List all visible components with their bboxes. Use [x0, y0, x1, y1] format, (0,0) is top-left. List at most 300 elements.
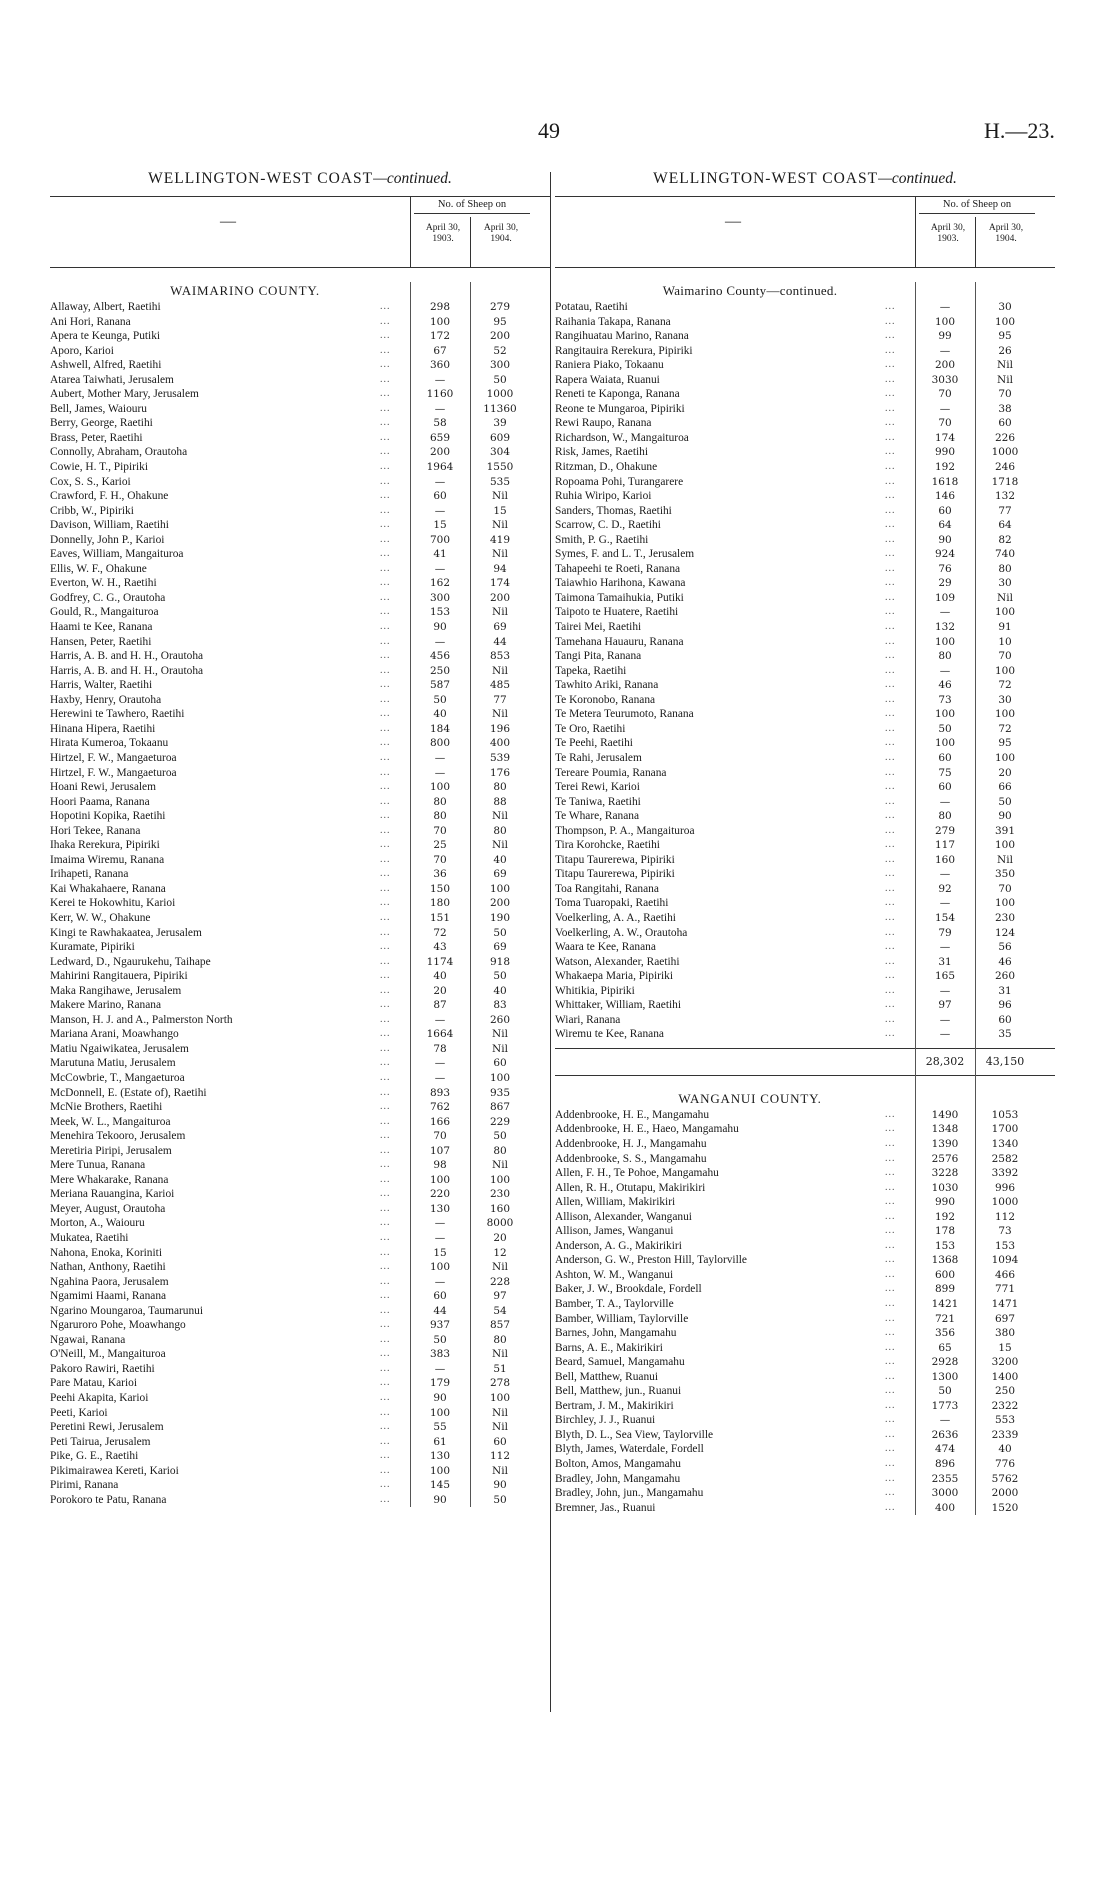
- sheep-1903: 200: [429, 446, 451, 459]
- sheep-1904: 35: [998, 1028, 1012, 1041]
- table-row: [50, 707, 550, 722]
- leader-dots: ...: [380, 1479, 391, 1491]
- sheep-1904: 70: [998, 882, 1012, 895]
- leader-dots: ...: [885, 1108, 896, 1120]
- table-row: [50, 911, 550, 926]
- sheep-1903: —: [434, 373, 446, 386]
- table-row: [555, 1027, 1055, 1042]
- sheep-1903: 70: [433, 853, 447, 866]
- left-table-body: [50, 282, 550, 1507]
- leader-dots: ...: [885, 533, 896, 545]
- leader-dots: ...: [885, 882, 896, 894]
- sheep-1903: 166: [429, 1115, 451, 1128]
- sheep-1904: Nil: [492, 1464, 508, 1477]
- leader-dots: ...: [380, 1275, 391, 1287]
- table-row: [555, 1181, 1055, 1196]
- leader-dots: ...: [885, 1167, 896, 1179]
- owner-name: Bell, Matthew, jun., Ruanui: [555, 1385, 682, 1398]
- table-row: [555, 1326, 1055, 1341]
- owner-name: Reneti te Kaponga, Ranana: [555, 388, 680, 401]
- leader-dots: ...: [885, 824, 896, 836]
- leader-dots: ...: [380, 911, 391, 923]
- sheep-1904: Nil: [997, 359, 1013, 372]
- sheep-1903: 80: [433, 795, 447, 808]
- leader-dots: ...: [885, 330, 896, 342]
- sheep-1903: 100: [429, 781, 451, 794]
- sheep-1904: 72: [998, 679, 1012, 692]
- owner-name: Berry, George, Raetihi: [50, 417, 153, 430]
- leader-dots: ...: [380, 548, 391, 560]
- owner-name: Barns, A. E., Makirikiri: [555, 1341, 663, 1354]
- sheep-1903: 360: [429, 359, 451, 372]
- sheep-1904: 391: [994, 824, 1016, 837]
- leader-dots: ...: [380, 621, 391, 633]
- owner-name: Hansen, Peter, Raetihi: [50, 635, 152, 648]
- leader-dots: ...: [380, 1333, 391, 1345]
- sheep-1904: Nil: [492, 1028, 508, 1041]
- owner-name: Apera te Keunga, Putiki: [50, 330, 161, 343]
- sheep-1903: 700: [429, 533, 451, 546]
- leader-dots: ...: [380, 1232, 391, 1243]
- owner-name: Bell, Matthew, Ruanui: [555, 1370, 659, 1383]
- sheep-1904: 30: [998, 693, 1012, 706]
- table-row: [50, 736, 550, 751]
- sheep-1903: 383: [429, 1348, 451, 1361]
- sheep-1903: —: [939, 984, 951, 997]
- table-row: [50, 984, 550, 999]
- owner-name: Allaway, Albert, Raetihi: [50, 301, 161, 313]
- table-row: [50, 620, 550, 635]
- table-row: [50, 635, 550, 650]
- owner-name: Mere Whakarake, Ranana: [50, 1173, 169, 1186]
- sheep-1904: 250: [994, 1385, 1016, 1398]
- table-row: [555, 1152, 1055, 1167]
- table-row: [555, 707, 1055, 722]
- owner-name: Ngahina Paora, Jerusalem: [50, 1275, 169, 1288]
- table-row: [50, 1129, 550, 1144]
- leader-dots: ...: [885, 999, 896, 1011]
- table-row: [50, 1435, 550, 1450]
- leader-dots: ...: [885, 1428, 896, 1440]
- table-row: [50, 387, 550, 402]
- sheep-1904: 60: [998, 1013, 1012, 1026]
- sheep-1904: 64: [998, 519, 1012, 532]
- sheep-1903: —: [434, 635, 446, 648]
- sheep-1904: 90: [493, 1479, 507, 1492]
- sheep-1903: 174: [934, 431, 956, 444]
- leader-dots: ...: [380, 1130, 391, 1142]
- table-row: [555, 1472, 1055, 1487]
- owner-name: Te Metera Teurumoto, Ranana: [555, 708, 694, 721]
- table-row: [50, 605, 550, 620]
- leader-dots: ...: [380, 373, 391, 385]
- table-row: [555, 329, 1055, 344]
- sheep-1903: 151: [429, 911, 451, 924]
- sheep-1904: 1340: [991, 1137, 1019, 1150]
- leader-dots: ...: [885, 693, 896, 705]
- owner-name: Meyer, August, Orautoha: [50, 1202, 166, 1215]
- sheep-1903: 587: [429, 679, 451, 692]
- leader-dots: ...: [885, 315, 896, 327]
- sheep-1904: 1000: [991, 446, 1019, 459]
- owner-name: Atarea Taiwhati, Jerusalem: [50, 373, 174, 386]
- leader-dots: ...: [380, 693, 391, 705]
- table-row: [555, 911, 1055, 926]
- table-row: [555, 504, 1055, 519]
- sheep-1903: —: [434, 1362, 446, 1375]
- owner-name: Hirata Kumeroa, Tokaanu: [50, 737, 169, 750]
- sheep-1903: 41: [433, 548, 447, 561]
- sheep-1903: 73: [938, 693, 952, 706]
- leader-dots: ...: [885, 359, 896, 371]
- leader-dots: ...: [380, 446, 391, 458]
- leader-dots: ...: [380, 330, 391, 342]
- table-row: [555, 780, 1055, 795]
- right-column: [555, 168, 1055, 1515]
- table-row: [555, 678, 1055, 693]
- owner-name: Taipoto te Huatere, Raetihi: [555, 606, 679, 619]
- owner-name: Peehi Akapita, Karioi: [50, 1392, 149, 1405]
- sheep-1904: 1520: [991, 1501, 1019, 1514]
- sheep-1904: 226: [994, 431, 1016, 444]
- header-dash: —: [725, 213, 741, 230]
- leader-dots: ...: [885, 839, 896, 851]
- table-row: [50, 1304, 550, 1319]
- sheep-1904: 300: [489, 359, 511, 372]
- sheep-1903: 179: [429, 1377, 451, 1390]
- sheep-1903: —: [434, 1071, 446, 1084]
- owner-name: Mere Tunua, Ranana: [50, 1159, 146, 1172]
- sheep-1903: 220: [429, 1188, 451, 1201]
- leader-dots: ...: [380, 955, 391, 967]
- leader-dots: ...: [380, 533, 391, 545]
- owner-name: Te Whare, Ranana: [555, 810, 640, 823]
- sheep-1903: 15: [433, 1246, 447, 1259]
- sheep-1904: Nil: [492, 519, 508, 532]
- sheep-1904: 69: [493, 621, 507, 634]
- table-row: [50, 547, 550, 562]
- sheep-1904: 88: [493, 795, 507, 808]
- sheep-1904: 50: [998, 795, 1012, 808]
- sheep-1904: Nil: [492, 664, 508, 677]
- table-row: [50, 1144, 550, 1159]
- leader-dots: ...: [380, 781, 391, 793]
- total-1903: 28,302: [925, 1054, 965, 1068]
- table-row: [555, 984, 1055, 999]
- leader-dots: ...: [885, 1152, 896, 1164]
- table-row: [555, 1413, 1055, 1428]
- owner-name: Maka Rangihawe, Jerusalem: [50, 984, 182, 997]
- sheep-1903: 1618: [931, 475, 959, 488]
- leader-dots: ...: [380, 315, 391, 327]
- owner-name: Voelkerling, A. A., Raetihi: [555, 911, 676, 924]
- owner-name: Cribb, W., Pipiriki: [50, 504, 134, 517]
- sheep-1903: 3228: [931, 1167, 959, 1180]
- leader-dots: ...: [885, 1356, 896, 1368]
- sheep-1903: 100: [934, 708, 956, 721]
- sheep-1904: 80: [493, 781, 507, 794]
- right-table-header: [555, 196, 1055, 268]
- sheep-1904: 15: [998, 1341, 1012, 1354]
- sheep-1904: 8000: [486, 1217, 514, 1230]
- sheep-1904: 771: [994, 1283, 1016, 1296]
- sheep-1903: —: [434, 1013, 446, 1026]
- owner-name: Morton, A., Waiouru: [50, 1217, 145, 1230]
- leader-dots: ...: [380, 606, 391, 618]
- leader-dots: ...: [885, 984, 896, 996]
- owner-name: Barnes, John, Mangamahu: [555, 1327, 677, 1340]
- owner-name: Whakaepa Maria, Pipiriki: [555, 970, 673, 983]
- leader-dots: ...: [885, 781, 896, 793]
- sheep-1904: 3392: [991, 1167, 1019, 1180]
- sheep-1903: 200: [934, 359, 956, 372]
- sheep-1903: 924: [934, 548, 956, 561]
- table-row: [555, 300, 1055, 315]
- owner-name: Blyth, James, Waterdale, Fordell: [555, 1443, 704, 1456]
- owner-name: Kingi te Rawhakaatea, Jerusalem: [50, 926, 202, 939]
- owner-name: Toa Rangitahi, Ranana: [555, 882, 659, 895]
- leader-dots: ...: [885, 1283, 896, 1295]
- leader-dots: ...: [885, 504, 896, 516]
- table-row: [50, 664, 550, 679]
- table-row: [555, 431, 1055, 446]
- sheep-1903: 400: [934, 1501, 956, 1514]
- sheep-1904: 80: [998, 562, 1012, 575]
- sheep-1903: 70: [433, 824, 447, 837]
- table-row: [555, 387, 1055, 402]
- header-col-1904: April 30, 1904.: [483, 223, 519, 244]
- sheep-1904: Nil: [492, 1261, 508, 1274]
- sheep-1904: 72: [998, 722, 1012, 735]
- sheep-1903: 36: [433, 868, 447, 881]
- sheep-1904: 40: [998, 1443, 1012, 1456]
- sheep-1903: 50: [433, 1333, 447, 1346]
- sheep-1904: 153: [994, 1239, 1016, 1252]
- leader-dots: ...: [885, 417, 896, 429]
- table-row: [50, 504, 550, 519]
- sheep-1903: 184: [429, 722, 451, 735]
- sheep-1904: 196: [489, 722, 511, 735]
- table-row: [555, 605, 1055, 620]
- sheep-1904: 56: [998, 941, 1012, 954]
- sheep-1903: —: [434, 1275, 446, 1288]
- sheep-1904: 100: [994, 606, 1016, 619]
- table-row: [50, 649, 550, 664]
- sheep-1903: 153: [429, 606, 451, 619]
- sheep-1904: 174: [489, 577, 511, 590]
- table-row: [555, 1428, 1055, 1443]
- table-row: [555, 1282, 1055, 1297]
- leader-dots: ...: [380, 490, 391, 502]
- sheep-1904: 230: [489, 1188, 511, 1201]
- leader-dots: ...: [380, 562, 391, 574]
- sheep-1903: 20: [433, 984, 447, 997]
- leader-dots: ...: [885, 1327, 896, 1339]
- owner-name: Harris, A. B. and H. H., Orautoha: [50, 664, 204, 677]
- sheep-1903: 107: [429, 1144, 451, 1157]
- sheep-1903: 990: [934, 446, 956, 459]
- sheep-1903: —: [939, 795, 951, 808]
- table-row: [50, 751, 550, 766]
- owner-name: Brass, Peter, Raetihi: [50, 431, 143, 444]
- sheep-1904: 3200: [991, 1356, 1019, 1369]
- sheep-1903: 600: [934, 1268, 956, 1281]
- table-row: [555, 1457, 1055, 1472]
- sheep-1904: 260: [489, 1013, 511, 1026]
- sheep-1904: 100: [489, 1173, 511, 1186]
- sheep-1903: 76: [938, 562, 952, 575]
- sheep-1904: 50: [493, 1130, 507, 1143]
- table-row: [50, 1173, 550, 1188]
- owner-name: Tereare Poumia, Ranana: [555, 766, 667, 779]
- owner-name: Thompson, P. A., Mangaituroa: [555, 824, 695, 837]
- table-row: [555, 1341, 1055, 1356]
- sheep-1903: 40: [433, 970, 447, 983]
- leader-dots: ...: [380, 1246, 391, 1258]
- leader-dots: ...: [380, 970, 391, 982]
- sheep-1904: 350: [994, 868, 1016, 881]
- owner-name: Ngarino Moungaroa, Taumarunui: [50, 1304, 204, 1317]
- leader-dots: ...: [380, 591, 391, 603]
- sheep-1904: 60: [998, 417, 1012, 430]
- table-row: [50, 1493, 550, 1508]
- left-column: [50, 168, 550, 1507]
- owner-name: Raniera Piako, Tokaanu: [555, 359, 664, 372]
- table-row: [555, 955, 1055, 970]
- table-row: [50, 445, 550, 460]
- table-row: [50, 1231, 550, 1246]
- owner-name: Harris, A. B. and H. H., Orautoha: [50, 650, 204, 663]
- sheep-1903: 109: [934, 591, 956, 604]
- leader-dots: ...: [380, 1435, 391, 1447]
- sheep-1904: 1053: [991, 1108, 1019, 1121]
- sheep-1904: 60: [493, 1435, 507, 1448]
- sheep-1904: 200: [489, 330, 511, 343]
- sheep-1904: 38: [998, 402, 1012, 415]
- leader-dots: ...: [380, 1261, 391, 1273]
- left-table-header: [50, 196, 550, 268]
- leader-dots: ...: [380, 751, 391, 763]
- sheep-1904: 867: [489, 1101, 511, 1114]
- leader-dots: ...: [380, 1042, 391, 1054]
- sheep-1904: 30: [998, 301, 1012, 313]
- owner-name: Terei Rewi, Karioi: [555, 781, 640, 794]
- owner-name: Pakoro Rawiri, Raetihi: [50, 1362, 155, 1375]
- owner-name: Mariana Arani, Moawhango: [50, 1028, 179, 1041]
- owner-name: Tahapeehi te Roeti, Ranana: [555, 562, 681, 575]
- table-row: [50, 809, 550, 824]
- sheep-1904: 52: [493, 344, 507, 357]
- owner-name: Taimona Tamaihukia, Putiki: [555, 591, 684, 604]
- owner-name: Crawford, F. H., Ohakune: [50, 490, 169, 503]
- leader-dots: ...: [885, 897, 896, 909]
- sheep-1903: 100: [429, 1173, 451, 1186]
- table-row: [50, 693, 550, 708]
- sheep-1903: 92: [938, 882, 952, 895]
- table-row: [50, 1333, 550, 1348]
- leader-dots: ...: [885, 606, 896, 618]
- table-row: [555, 576, 1055, 591]
- sheep-1903: 180: [429, 897, 451, 910]
- table-row: [50, 969, 550, 984]
- leader-dots: ...: [380, 1406, 391, 1418]
- sheep-1903: 160: [934, 853, 956, 866]
- owner-name: Raihania Takapa, Ranana: [555, 315, 671, 328]
- sheep-1903: 162: [429, 577, 451, 590]
- sheep-1904: Nil: [492, 1406, 508, 1419]
- leader-dots: ...: [885, 301, 896, 312]
- sheep-1903: 1348: [931, 1123, 959, 1136]
- sheep-1904: Nil: [492, 839, 508, 852]
- owner-name: Titapu Taurerewa, Pipiriki: [555, 868, 675, 881]
- leader-dots: ...: [380, 1377, 391, 1389]
- table-row: [50, 1362, 550, 1377]
- table-row: [555, 1137, 1055, 1152]
- sheep-1904: Nil: [492, 548, 508, 561]
- leader-dots: ...: [885, 970, 896, 982]
- sheep-1904: 95: [998, 330, 1012, 343]
- owner-name: Porokoro te Patu, Ranana: [50, 1493, 167, 1506]
- sheep-1903: 1964: [426, 461, 454, 474]
- sheep-1903: 130: [429, 1202, 451, 1215]
- sheep-1903: 25: [433, 839, 447, 852]
- sheep-1904: 935: [489, 1086, 511, 1099]
- sheep-1904: 2582: [991, 1152, 1019, 1165]
- owner-name: Te Koronobo, Ranana: [555, 693, 656, 706]
- table-row: [50, 678, 550, 693]
- sheep-1903: 937: [429, 1319, 451, 1332]
- owner-name: Hirtzel, F. W., Mangaeturoa: [50, 751, 177, 764]
- sheep-1903: —: [434, 751, 446, 764]
- owner-name: Ellis, W. F., Ohakune: [50, 562, 147, 575]
- table-row: [555, 315, 1055, 330]
- sheep-1903: 896: [934, 1458, 956, 1471]
- leader-dots: ...: [380, 766, 391, 778]
- owner-name: Hori Tekee, Ranana: [50, 824, 141, 837]
- sheep-1903: —: [939, 868, 951, 881]
- sheep-1903: 2636: [931, 1428, 959, 1441]
- leader-dots: ...: [380, 1173, 391, 1185]
- table-row: [555, 1355, 1055, 1370]
- leader-dots: ...: [885, 1239, 896, 1251]
- owner-name: Donnelly, John P., Karioi: [50, 533, 165, 546]
- sheep-1904: 176: [489, 766, 511, 779]
- sheep-1904: 80: [493, 1144, 507, 1157]
- sheep-1904: 54: [493, 1304, 507, 1317]
- table-row: [50, 402, 550, 417]
- sheep-1903: 279: [934, 824, 956, 837]
- owner-name: Ashwell, Alfred, Raetihi: [50, 359, 162, 372]
- sheep-1903: 192: [934, 1210, 956, 1223]
- sheep-1904: 26: [998, 344, 1012, 357]
- table-row: [555, 402, 1055, 417]
- sheep-1903: 98: [433, 1159, 447, 1172]
- owner-name: Titapu Taurerewa, Pipiriki: [555, 853, 675, 866]
- sheep-1904: 80: [493, 1333, 507, 1346]
- leader-dots: ...: [885, 519, 896, 531]
- table-row: [555, 1297, 1055, 1312]
- sheep-1903: 50: [433, 693, 447, 706]
- leader-dots: ...: [885, 1458, 896, 1470]
- table-row: [555, 1501, 1055, 1516]
- owner-name: Anderson, G. W., Preston Hill, Taylorville: [555, 1254, 747, 1267]
- sheep-1903: 90: [938, 533, 952, 546]
- sheep-1904: 996: [994, 1181, 1016, 1194]
- owner-name: Rapera Waiata, Ruanui: [555, 373, 660, 386]
- owner-name: Mukatea, Raetihi: [50, 1232, 129, 1244]
- sheep-1903: —: [939, 1028, 951, 1041]
- table-row: [50, 300, 550, 315]
